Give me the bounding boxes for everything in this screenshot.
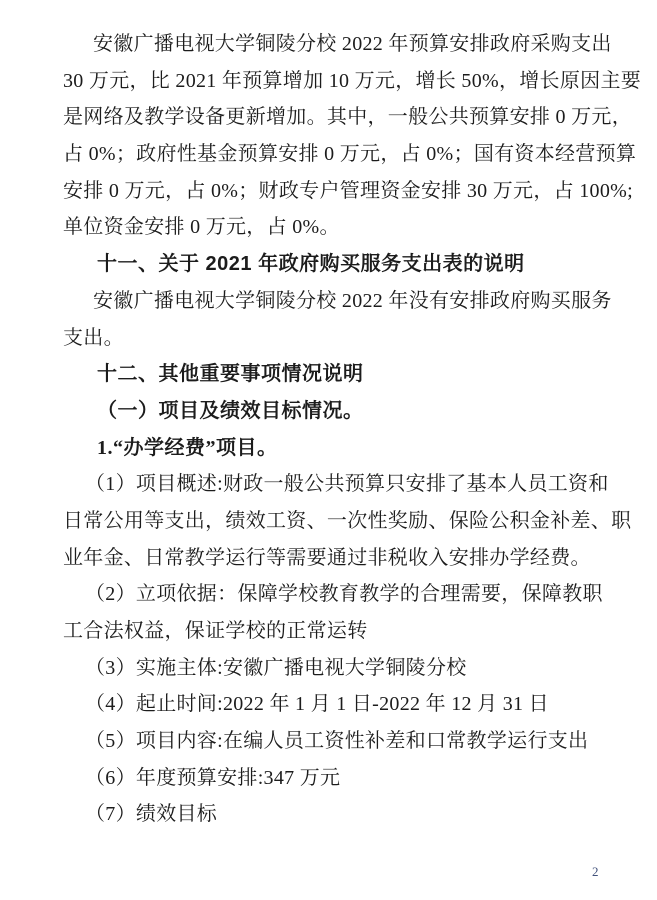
document-body [63, 26, 642, 833]
paragraph-line: 是网络及教学设备更新增加。其中，一般公共预算安排 0 万元， [63, 106, 632, 129]
paragraph-line: 业年金、日常教学运行等需要通过非税收入安排办学经费。 [63, 546, 591, 569]
paragraph-line: 工合法权益，保证学校的正常运转 [63, 620, 368, 642]
paragraph-line: 安徽广播电视大学铜陵分校 2022 年预算安排政府采购支出 [93, 33, 612, 55]
paragraph-line: 占 0%；政府性基金预算安排 0 万元，占 0%；国有资本经营预算 [63, 143, 637, 166]
item-6-annual-budget: （6）年度预算安排:347 万元 [85, 766, 341, 789]
item-7-performance-target: （7）绩效目标 [85, 803, 218, 826]
paragraph-line: 单位资金安排 0 万元，占 0%。 [63, 216, 340, 239]
paragraph-line: 安排 0 万元，占 0%；财政专户管理资金安排 30 万元，占 100%; [63, 179, 633, 202]
paragraph-line: 安徽广播电视大学铜陵分校 2022 年没有安排政府购买服务 [93, 289, 612, 312]
item-4-time-span: （4）起止时间:2022 年 1 月 1 日-2022 年 12 月 31 日 [85, 693, 549, 716]
paragraph-line: 日常公用等支出，绩效工资、一次性奖励、保险公积金补差、职 [63, 509, 632, 532]
subsection-heading-one: （一）项目及绩效目标情况。 [97, 399, 364, 422]
item-5-project-content: （5）项目内容:在编人员工资性补差和口常教学运行支出 [85, 730, 589, 753]
item-3-implementing-body: （3）实施主体:安徽广播电视大学铜陵分校 [85, 656, 467, 679]
paragraph-line: 30 万元，比 2021 年预算增加 10 万元，增长 50%，增长原因主要 [63, 69, 642, 92]
paragraph-line: 支出。 [63, 326, 124, 349]
section-heading-twelve: 十二、其他重要事项情况说明 [97, 363, 364, 386]
item-2-project-basis: （2）立项依据：保障学校教育教学的合理需要，保障教职 [85, 583, 603, 606]
section-heading-eleven: 十一、关于 2021 年政府购买服务支出表的说明 [97, 253, 525, 276]
item-1-project-overview: （1）项目概述:财政一般公共预算只安排了基本人员工资和 [85, 473, 609, 496]
page-number: 2 [592, 864, 599, 879]
project-heading-banxue-jingfei: 1.“办学经费”项目。 [97, 436, 278, 459]
